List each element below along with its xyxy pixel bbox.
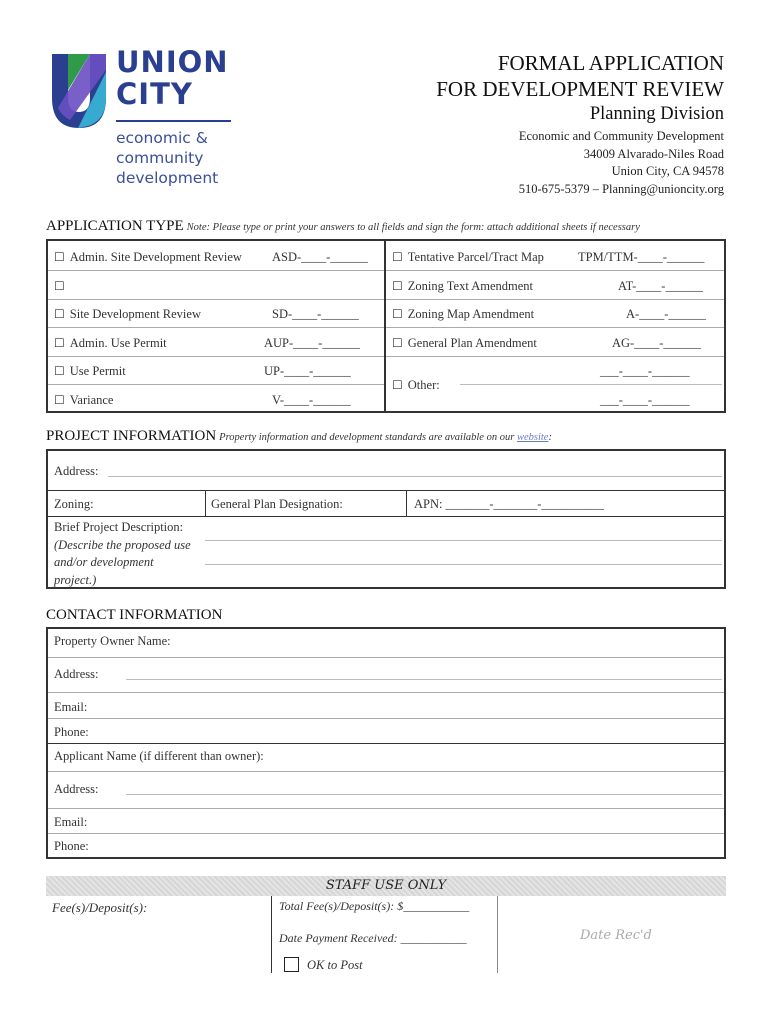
application-type-left-box (46, 239, 386, 413)
staff-divider-right (497, 896, 498, 973)
logo-wordmark (116, 45, 229, 111)
app-type-zma[interactable]: ☐ Zoning Map Amendment (392, 307, 535, 321)
applicant-name-label[interactable]: Applicant Name (if different than owner): (54, 749, 264, 763)
project-description-label: Brief Project Description: (Describe the proposed use and/or development project.) (54, 520, 191, 587)
owner-name-label[interactable]: Property Owner Name: (54, 634, 171, 648)
dept-street: 34009 Alvarado-Niles Road (583, 146, 724, 161)
logo-rule (116, 120, 231, 122)
checkbox-icon[interactable]: ☐ (54, 364, 65, 378)
ok-to-post-label: OK to Post (307, 958, 363, 972)
owner-email-label[interactable]: Email: (54, 700, 88, 714)
staff-use-title: STAFF USE ONLY (325, 878, 447, 893)
form-title (436, 50, 724, 102)
total-fees-field[interactable]: Total Fee(s)/Deposit(s): $___________ (279, 899, 470, 913)
staff-use-bar (46, 876, 726, 896)
apn-label[interactable]: APN: _______-_______-__________ (414, 497, 604, 511)
logo-sub-2: community (116, 149, 204, 167)
app-type-other-code-1: ___-____-______ (600, 364, 690, 378)
dept-contact[interactable]: 510-675-5379 – Planning@unioncity.org (518, 181, 724, 196)
owner-address-field[interactable] (126, 679, 722, 680)
application-type-heading (46, 218, 640, 235)
project-address-field[interactable] (108, 476, 722, 477)
owner-address-label: Address: (54, 667, 99, 681)
zoning-label[interactable]: Zoning: (54, 497, 94, 511)
app-type-other-code-2: ___-____-______ (600, 393, 690, 407)
other-fill-line[interactable] (460, 384, 722, 385)
app-type-variance[interactable]: ☐ Variance (54, 393, 114, 407)
applicant-address-label: Address: (54, 782, 99, 796)
description-line-1[interactable] (205, 540, 722, 541)
checkbox-icon[interactable]: ☐ (392, 307, 403, 321)
app-type-asd-code: ASD-____-______ (272, 250, 368, 264)
payment-date-field[interactable]: Date Payment Received: ___________ (279, 931, 467, 945)
app-type-aup[interactable]: ☐ Admin. Use Permit (54, 336, 167, 350)
form-title-line-1: FORMAL APPLICATION (497, 51, 724, 75)
department-address (519, 128, 724, 198)
website-link[interactable]: website (516, 432, 549, 443)
contact-info-heading (46, 607, 222, 624)
contact-info-title: CONTACT INFORMATION (46, 607, 223, 623)
app-type-up-code: UP-____-______ (264, 364, 351, 378)
division-name: Planning Division (589, 104, 724, 124)
checkbox-icon[interactable]: ☐ (54, 336, 65, 350)
logo-line-2: CITY (116, 77, 193, 111)
project-address-label: Address: (54, 464, 99, 478)
app-type-asd[interactable]: ☐ Admin. Site Development Review (54, 250, 242, 264)
app-type-gpa-code: AG-____-______ (612, 336, 701, 350)
form-title-line-2: FOR DEVELOPMENT REVIEW (436, 77, 724, 101)
app-type-other[interactable]: ☐ Other: (392, 378, 440, 392)
app-type-tpm-code: TPM/TTM-____-______ (578, 250, 705, 264)
staff-divider-left (271, 896, 272, 973)
owner-phone-label[interactable]: Phone: (54, 725, 89, 739)
app-type-gpa[interactable]: ☐ General Plan Amendment (392, 336, 537, 350)
app-type-zta-code: AT-____-______ (618, 279, 703, 293)
general-plan-label[interactable]: General Plan Designation: (211, 497, 343, 511)
checkbox-icon[interactable]: ☐ (392, 250, 403, 264)
logo-sub-1: economic & (116, 129, 208, 147)
union-city-logo (48, 45, 248, 198)
app-type-zta[interactable]: ☐ Zoning Text Amendment (392, 279, 534, 293)
logo-sub-3: development (116, 169, 219, 187)
checkbox-icon[interactable]: ☐ (54, 250, 65, 264)
checkbox-icon[interactable]: ☐ (54, 393, 65, 407)
applicant-phone-label[interactable]: Phone: (54, 839, 89, 853)
checkbox-icon[interactable]: ☐ (54, 279, 65, 293)
logo-shield-icon (48, 50, 110, 130)
applicant-address-field[interactable] (126, 794, 722, 795)
date-received-stamp: Date Rec'd (580, 928, 652, 943)
app-type-sd[interactable]: ☐ Site Development Review (54, 307, 201, 321)
app-type-zma-code: A-____-______ (626, 307, 706, 321)
project-info-note: Property information and development standards are available on our website: (219, 432, 552, 443)
description-line-2[interactable] (205, 564, 722, 565)
applicant-email-label[interactable]: Email: (54, 815, 88, 829)
app-type-variance-code: V-____-______ (272, 393, 351, 407)
checkbox-icon[interactable]: ☐ (392, 336, 403, 350)
checkbox-icon[interactable]: ☐ (392, 279, 403, 293)
dept-name: Economic and Community Development (518, 129, 724, 143)
project-info-title: PROJECT INFORMATION (46, 428, 217, 444)
app-type-aup-code: AUP-____-______ (264, 336, 360, 350)
fees-label: Fee(s)/Deposit(s): (52, 900, 148, 915)
checkbox-icon[interactable]: ☐ (392, 378, 403, 392)
app-type-blank[interactable] (54, 279, 70, 294)
logo-line-1: UNION (116, 45, 229, 79)
app-type-up[interactable]: ☐ Use Permit (54, 364, 126, 378)
project-info-heading (46, 428, 552, 445)
application-type-title: APPLICATION TYPE (46, 218, 184, 234)
app-type-tpm[interactable]: ☐ Tentative Parcel/Tract Map (392, 250, 544, 264)
dept-city: Union City, CA 94578 (611, 164, 724, 178)
ok-to-post-checkbox[interactable] (284, 957, 299, 972)
logo-subtitle (116, 128, 218, 188)
checkbox-icon[interactable]: ☐ (54, 307, 65, 321)
application-type-note: Note: Please type or print your answers to all fields and sign the form: attach additional sheets if necessary (186, 222, 640, 233)
app-type-sd-code: SD-____-______ (272, 307, 359, 321)
